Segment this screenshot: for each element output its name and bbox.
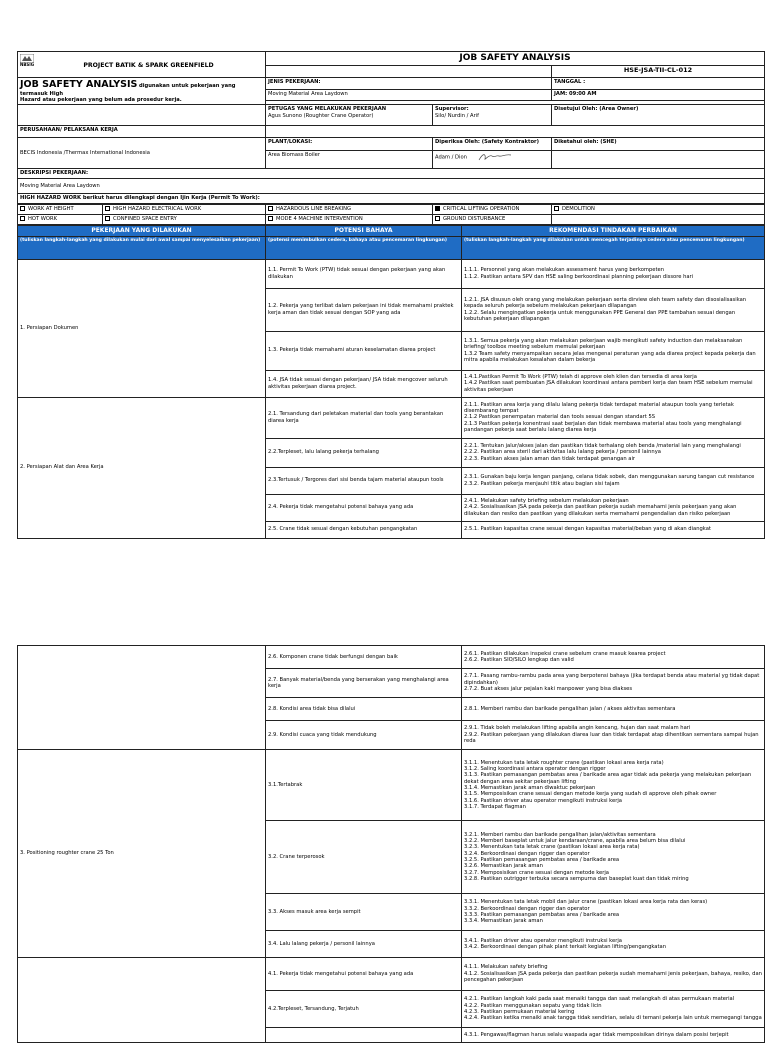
signature-icon xyxy=(477,152,513,162)
jsa-desc-line1: digunakan untuk pekerjaan yang termasuk High xyxy=(20,82,236,97)
recommendation-cell: 3.1.1. Menentukan tata letak roughter crane (pastikan lokasi area kerja rata) 3.1.2. Saling koordinasi antara operator dengan rigger 3.1.3. Pastikan pemasangan pembatas area / barikade area agar tidak ada pekerja yang melakukan pekerjaan dekat dengan area sekitar pekerjaan lifting 3.1.4. Memastikan jarak aman diwaktuc pekerjaan 3.1.5. Memposisikan crane sesuai dengan metode kerja yang sudah di approve oleh pihak owner 3.1.6. Pastikan driver atau operator mengikuti instruksi kerja 3.1.7. Terdapat flagman xyxy=(462,750,765,821)
hazard-cell: 3.2. Crane terperosok xyxy=(266,821,462,894)
recommendation-cell: 2.1.1. Pastikan area kerja yang dilalu lalang pekerja tidak terdapat material ataupun tools yang terletak disembarang tempat 2.1.2 Pastikan penempatan material dan tools sesuai dengan standart 5S 2.1.3 Pastikan pekerja konentrasi saat berjalan dan tidak membawa material atau tools yang menghalangi pandangan pekerja saat berlalu lalang diarea kerja xyxy=(462,397,765,438)
diperiksa-value-cell xyxy=(433,151,552,169)
step-cell-continued xyxy=(18,646,266,750)
company-logo xyxy=(20,54,34,68)
hazard-cell: 4.1. Pekerja tidak mengetahui potensi bahaya yang ada xyxy=(266,958,462,991)
jsa-main-table-page2 xyxy=(17,645,765,1043)
high-hazard-label: HIGH HAZARD WORK berikut harus dilengkapi dengan Ijin Kerja (Permit To Work): xyxy=(18,194,765,204)
deskripsi-label: DESKRIPSI PEKERJAAN: xyxy=(18,169,765,179)
hazard-cell: 3.1.Tertabrak xyxy=(266,750,462,821)
step-cell: 2. Persiapan Alat dan Area Kerja xyxy=(18,397,266,538)
table-row xyxy=(18,750,765,821)
checkbox-icon xyxy=(435,216,440,221)
jenis-pekerjaan-cell xyxy=(266,77,552,89)
petugas-cell xyxy=(266,105,433,126)
table-row xyxy=(18,259,765,288)
jsa-description-cell xyxy=(18,77,266,104)
hazard-cell: 2.7. Banyak material/benda yang berserakan yang menghalangi area kerja xyxy=(266,669,462,698)
document-title: JOB SAFETY ANALYSIS xyxy=(266,52,765,66)
plant-label: PLANT/LOKASI: xyxy=(266,138,433,151)
check-mode4-machine[interactable]: MODE 4 MACHINE INTERVENTION xyxy=(266,215,433,225)
jam-cell: JAM: 09:00 AM xyxy=(552,89,765,101)
checkbox-icon xyxy=(554,206,559,211)
supervisor-cell xyxy=(433,105,552,126)
table-row xyxy=(18,397,765,438)
jsa-rows-page2 xyxy=(18,646,765,1043)
hazard-cell: 4.2.Terplеset, Tersandung, Terjatuh xyxy=(266,991,462,1028)
checkbox-icon xyxy=(268,216,273,221)
recommendation-cell: 2.4.1. Melakukan safety briefing sebelum melakukan pekerjaan 2.4.2. Sosialisasikan JSA pada pekerja dan pastikan pekerja sudah memahami jenis pekerjaan yang akan dilakukan dan resiko dan pastikan yang dilakukan serta memahami pengendalian dan risiko pekerjaan xyxy=(462,494,765,521)
recommendation-cell: 2.9.1. Tidak boleh melakukan lifting apabila angin kencang, hujan dan saat malam hari 2.9.2. Pastikan pekerjaan yang dilakukan diarea luar dan tidak terdapat atap dihentikan sementara sampai hujan reda xyxy=(462,721,765,750)
hazard-checklist xyxy=(17,204,765,225)
hazard-cell: 1.1. Permit To Work (PTW) tidak sesuai dengan pekerjaan yang akan dilakukan xyxy=(266,259,462,288)
petugas-value: Agus Sunono (Roughter Crane Operator) xyxy=(268,112,374,119)
recommendation-cell: 2.2.1. Tentukan jalur/akses jalan dan pastikan tidak terhalang oleh benda /material lain yang menghalangi 2.2.2. Pastikan area steril dari aktivitas lalu lalang pekerja / personil lainnya 2.2.3. Pastikan akses jalan aman dan tidak terdapat genangan air xyxy=(462,438,765,467)
checkbox-icon xyxy=(20,216,25,221)
jsa-rows-page1 xyxy=(18,259,765,538)
recommendation-cell: 1.1.1. Personnel yang akan melakukan assessment harus yang berkompeten 1.1.2. Pastikan antara SPV dan HSE saling berkoordinasi planning pekerjaan dissore hari xyxy=(462,259,765,288)
hazard-cell: 3.4. Lalu lalang pekerja / personil lainnya xyxy=(266,931,462,958)
supervisor-value: Silo/ Nurdin / Arif xyxy=(435,112,479,119)
col-pekerjaan-sub: (tuliskan langkah-langkah yang dilakukan mulai dari awal sampai menyelesaikan pekerjaan) xyxy=(18,236,266,259)
jenis-value: Moving Material Area Laydown xyxy=(266,89,552,101)
recommendation-cell: 2.6.1. Pastikan dilakukan inspeksi crane sebelum crane masuk kearea project 2.6.2. Pastikan SIO/SILO lengkap dan valid xyxy=(462,646,765,669)
step-cell: 3. Positioning roughter crane 25 Ton xyxy=(18,750,266,958)
hazard-cell: 1.4. JSA tidak sesuai dengan pekerjaan/ JSA tidak mengcover seluruh aktivitas pekerjaan diarea project. xyxy=(266,370,462,397)
check-critical-lifting[interactable]: CRITICAL LIFTING OPERATION xyxy=(433,205,552,215)
hazard-cell: 2.6. Komponen crane tidak berfungsi dengan baik xyxy=(266,646,462,669)
hazard-cell: 2.1. Tersandung dari peletakan material dan tools yang berantakan diarea kerja xyxy=(266,397,462,438)
hazard-cell: 3.3. Akses masuk area kerja sempit xyxy=(266,894,462,931)
check-ground-disturbance[interactable]: GROUND DISTURBANCE xyxy=(433,215,552,225)
petugas-label: PETUGAS YANG MELAKUKAN PEKERJAAN xyxy=(268,106,387,113)
recommendation-cell: 4.1.1. Melakukan safety briefing 4.1.2. Sosialisasikan JSA pada pekerja dan pastikan pekerja sudah memahami jenis pekerjaan, bahaya, resiko, dan pencegahan pekerjaan xyxy=(462,958,765,991)
check-confined-space[interactable]: CONFINED SPACE ENTRY xyxy=(103,215,266,225)
step-cell xyxy=(18,958,266,1043)
col-potensi-sub: (potensi menimbulkan cedera, bahaya atau pencemaran lingkungan) xyxy=(266,236,462,259)
check-hazardous-line-breaking[interactable]: HAZARDOUS LINE BREAKING xyxy=(266,205,433,215)
perusahaan-label: PERUSAHAAN/ PELAKSANA KERJA xyxy=(18,126,266,138)
hazard-cell: 2.9. Kondisi cuaca yang tidak mendukung xyxy=(266,721,462,750)
jsa-desc-line2: Hazard atau pekerjaan yang belum ada prosedur kerja. xyxy=(20,96,182,103)
check-high-hazard-electrical[interactable]: HIGH HAZARD ELECTRICAL WORK xyxy=(103,205,266,215)
hazard-cell: 2.8. Kondisi area tidak bisa dilalui xyxy=(266,698,462,721)
hazard-cell xyxy=(266,1028,462,1043)
jsa-page-2 xyxy=(17,645,764,1043)
col-pekerjaan-header: PEKERJAAN YANG DILAKUKAN xyxy=(18,226,266,236)
document-number: HSE-JSA-TII-CL-012 xyxy=(552,65,765,77)
jenis-label: JENIS PEKERJAAN: xyxy=(268,78,321,85)
recommendation-cell: 1.4.1.Pastikan Permit To Work (PTW) telah di approve oleh klien dan tersedia di area kerja 1.4.2 Pastikan saat pembuatan JSA dilakukan koordinasi antara pemberi kerja dan team HSE sebelum memulai aktivitas pekerjaan xyxy=(462,370,765,397)
recommendation-cell: 2.5.1. Pastikan kapasitas crane sesuai dengan kapasitas material/beban yang di akan diangkat xyxy=(462,521,765,538)
recommendation-cell: 2.3.1. Gunakan baju kerja lengan panjang, celana tidak sobek, dan menggunakan sarung tangan cut resistance 2.3.2. Pastikan pekerja menjauhi titik atau bagian sisi tajam xyxy=(462,467,765,494)
header-logo-cell xyxy=(18,52,266,78)
checkbox-checked-icon xyxy=(435,206,440,211)
checkbox-icon xyxy=(105,206,110,211)
col-rekomendasi-sub: (tuliskan langkah-langkah yang dilakukan untuk mencegah terjadinya cedera atau pencemaran lingkungan) xyxy=(462,236,765,259)
jsa-header-table xyxy=(17,51,765,204)
recommendation-cell: 3.3.1. Menentukan tata letak mobil dan jalur crane (pastikan lokasi area kerja rata dan keras) 3.3.2. Berkoordinasi dengan rigger dan operator 3.3.3. Pastikan pemasangan pembatas area / barikade area 3.3.4. Memastikan jarak aman xyxy=(462,894,765,931)
jsa-page-1 xyxy=(17,51,764,539)
recommendation-cell: 1.2.1. JSA disusun oleh orang yang melakukan pekerjaan serta dirview oleh team safety dan disosialisasikan kepada seluruh pekerja sebelum melakukan pekerjaan dilapangan 1.2.2. Selalu mengingatkan pekerja untuk menggunakan PPE General dan PPE tambahan sesuai dengan kebutuhan pekerjaan dilapangan xyxy=(462,288,765,331)
recommendation-cell: 2.8.1. Memberi rambu dan barikade pengalihan jalan / akses aktivitas sementara xyxy=(462,698,765,721)
table-row xyxy=(18,646,765,669)
deskripsi-value: Moving Material Area Laydown xyxy=(18,179,765,194)
checkbox-icon xyxy=(20,206,25,211)
hazard-cell: 1.2. Pekerja yang terlibat dalam pekerjaan ini tidak memahami praktek kerja aman dan tidak sesuai dengan SOP yang ada xyxy=(266,288,462,331)
table-row xyxy=(18,958,765,991)
project-name: PROJECT BATIK & SPARK GREENFIELD xyxy=(83,62,214,69)
recommendation-cell: 4.3.1. Pengawas/flagman harus selalu waspada agar tidak memposisikan dirinya dalam posisi terjepit xyxy=(462,1028,765,1043)
hazard-cell: 2.4. Pekerja tidak mengetahui potensi bahaya yang ada xyxy=(266,494,462,521)
diperiksa-value: Adam / Dion xyxy=(435,154,467,161)
col-potensi-header: POTENSI BAHAYA xyxy=(266,226,462,236)
check-hot-work[interactable]: HOT WORK xyxy=(18,215,103,225)
hazard-cell: 2.3.Tertusuk / Tergores dari sisi benda tajam material ataupun tools xyxy=(266,467,462,494)
recommendation-cell: 3.2.1. Memberi rambu dan barikade pengalihan jalan/aktivitas sementara 3.2.2. Memberi baseplat untuk jalur kendaraan/crane, apabila area belum bisa dilalui 3.2.3. Menentukan tata letak crane (pastikan lokasi area kerja rata) 3.2.4. Berkoordinasi dengan rigger dan operator 3.2.5. Pastikan pemasangan pembatas area / barikade area 3.2.6. Memastikan jarak aman 3.2.7. Memposisikan crane sesuai dengan metode kerja 3.2.8. Pastikan outrigger terbuka secara sempurna dan baseplat kuat dan tidak miring xyxy=(462,821,765,894)
supervisor-label: Supervisor: xyxy=(435,106,469,113)
recommendation-cell: 4.2.1. Pastikan langkah kaki pada saat menaiki tangga dan saat melangkah di atas permukaan material 4.2.2. Pastikan menggunakan sepatu yang tidak licin 4.2.3. Pastikan permukaan material kering 4.2.4. Pastikan ketika menaiki anak tangga tidak sendirian, selalu di temani pekerja lain untuk memegangi tangga xyxy=(462,991,765,1028)
check-work-at-height[interactable]: WORK AT HEIGHT xyxy=(18,205,103,215)
hazard-cell: 2.5. Crane tidak sesuai dengan kebutuhan pengangkatan xyxy=(266,521,462,538)
diketahui-label: Diketahui oleh: (SHE) xyxy=(552,138,765,151)
check-demolition[interactable]: DEMOLITION xyxy=(552,205,765,215)
recommendation-cell: 1.3.1. Semua pekerja yang akan melakukan pekerjaan wajib mengikuti safety induction dan melaksanakan briefing/ toolbox meeting sebelum memulai pekerjaan 1.3.2 Team safety menyampaikan secara jelas mengenai peraturan yang ada diarea project kepada pekerja dan mitra apabila melakukan kesalahan dalam bekerja xyxy=(462,331,765,370)
jsa-big-title: JOB SAFETY ANALYSIS xyxy=(20,78,138,90)
logo-text: NBSIG xyxy=(20,62,35,68)
diperiksa-label: Diperiksa Oleh: (Safety Kontraktor) xyxy=(433,138,552,151)
checkbox-icon xyxy=(105,216,110,221)
step-cell: 1. Persiapan Dokumen xyxy=(18,259,266,397)
disetujui-cell: Disetujui Oleh: (Area Owner) xyxy=(552,105,765,126)
hazard-cell: 1.3. Pekerja tidak memahami aturan keselamatan diarea project xyxy=(266,331,462,370)
checkbox-icon xyxy=(268,206,273,211)
col-rekomendasi-header: REKOMENDASI TINDAKAN PERBAIKAN xyxy=(462,226,765,236)
recommendation-cell: 3.4.1. Pastikan driver atau operator mengikuti instruksi kerja 3.4.2. Berkoordinasi dengan pihak plant terkait kegiatan lifting/pengangkatan xyxy=(462,931,765,958)
tanggal-cell: TANGGAL : xyxy=(552,77,765,89)
hazard-cell: 2.2.Terplеset, lalu lalang pekerja terhalang xyxy=(266,438,462,467)
jsa-main-table-page1 xyxy=(17,225,765,538)
perusahaan-value: BECIS Indonesia /Thermax International Indonesia xyxy=(18,138,266,169)
recommendation-cell: 2.7.1. Pasang rambu-rambu pada area yang berpotensi bahaya (jika terdapat benda atau material yg tidak dapat dipindahkan) 2.7.2. Buat akses jalur pejalan kaki manpower yang bisa diakses xyxy=(462,669,765,698)
plant-value: Area Biomass Boiler xyxy=(266,151,433,169)
